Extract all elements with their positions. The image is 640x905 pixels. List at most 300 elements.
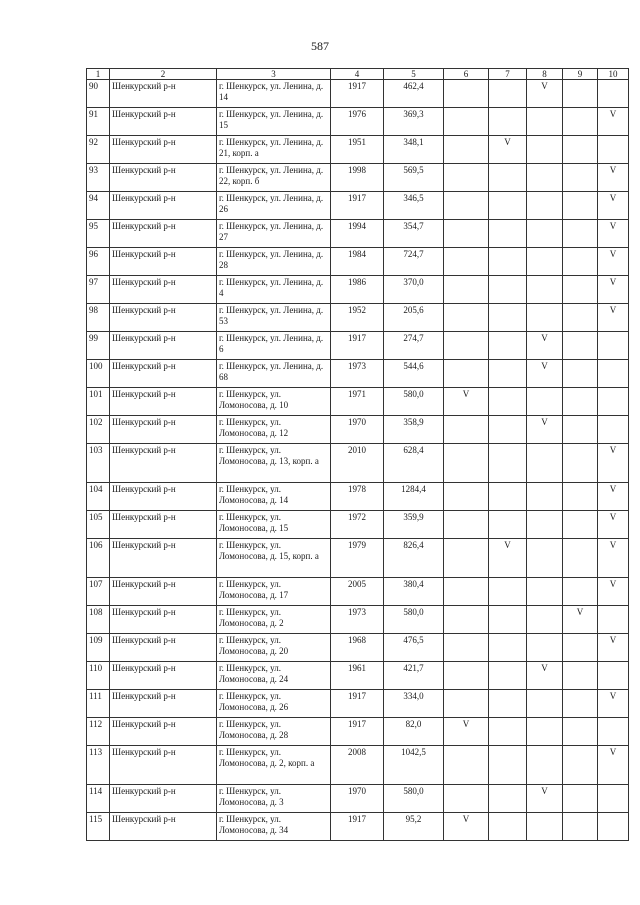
district-cell: Шенкурский р-н — [110, 276, 217, 304]
mark-cell-9 — [563, 108, 598, 136]
address-cell: г. Шенкурск, ул. Ленина, д. 68 — [217, 360, 331, 388]
mark-cell-9 — [563, 276, 598, 304]
table-body — [87, 80, 629, 841]
mark-cell-6 — [444, 746, 489, 785]
column-header: 5 — [384, 69, 444, 80]
district-cell: Шенкурский р-н — [110, 511, 217, 539]
mark-cell-8 — [527, 718, 563, 746]
row-number: 110 — [87, 662, 110, 690]
year-cell: 1968 — [331, 634, 384, 662]
mark-cell-8 — [527, 690, 563, 718]
mark-cell-9 — [563, 164, 598, 192]
address-cell: г. Шенкурск, ул. Ломоносова, д. 13, корп. а — [217, 444, 331, 483]
row-number: 112 — [87, 718, 110, 746]
mark-cell-8: V — [527, 360, 563, 388]
area-cell: 380,4 — [384, 578, 444, 606]
address-cell: г. Шенкурск, ул. Ленина, д. 21, корп. а — [217, 136, 331, 164]
mark-cell-8: V — [527, 332, 563, 360]
mark-cell-6 — [444, 634, 489, 662]
area-cell: 370,0 — [384, 276, 444, 304]
address-cell: г. Шенкурск, ул. Ленина, д. 22, корп. б — [217, 164, 331, 192]
mark-cell-8 — [527, 248, 563, 276]
mark-cell-9 — [563, 80, 598, 108]
area-cell: 95,2 — [384, 813, 444, 841]
column-header: 9 — [563, 69, 598, 80]
mark-cell-8: V — [527, 416, 563, 444]
mark-cell-10 — [598, 80, 629, 108]
table-row — [87, 248, 629, 276]
mark-cell-6 — [444, 136, 489, 164]
mark-cell-10 — [598, 718, 629, 746]
mark-cell-6 — [444, 444, 489, 483]
district-cell: Шенкурский р-н — [110, 634, 217, 662]
mark-cell-7 — [489, 388, 527, 416]
table-row — [87, 662, 629, 690]
mark-cell-6: V — [444, 718, 489, 746]
mark-cell-10: V — [598, 192, 629, 220]
mark-cell-8 — [527, 746, 563, 785]
column-header: 8 — [527, 69, 563, 80]
mark-cell-7 — [489, 360, 527, 388]
area-cell: 628,4 — [384, 444, 444, 483]
row-number: 109 — [87, 634, 110, 662]
row-number: 113 — [87, 746, 110, 785]
area-cell: 826,4 — [384, 539, 444, 578]
mark-cell-10 — [598, 136, 629, 164]
mark-cell-6 — [444, 785, 489, 813]
mark-cell-10: V — [598, 304, 629, 332]
year-cell: 1917 — [331, 690, 384, 718]
district-cell: Шенкурский р-н — [110, 483, 217, 511]
area-cell: 476,5 — [384, 634, 444, 662]
district-cell: Шенкурский р-н — [110, 248, 217, 276]
area-cell: 354,7 — [384, 220, 444, 248]
mark-cell-7 — [489, 332, 527, 360]
table-row — [87, 634, 629, 662]
mark-cell-6 — [444, 276, 489, 304]
table-row — [87, 388, 629, 416]
mark-cell-8 — [527, 108, 563, 136]
area-cell: 1284,4 — [384, 483, 444, 511]
area-cell: 348,1 — [384, 136, 444, 164]
mark-cell-9 — [563, 388, 598, 416]
row-number: 99 — [87, 332, 110, 360]
mark-cell-7 — [489, 511, 527, 539]
mark-cell-9 — [563, 690, 598, 718]
column-header: 10 — [598, 69, 629, 80]
mark-cell-6: V — [444, 813, 489, 841]
mark-cell-10 — [598, 813, 629, 841]
table-row — [87, 511, 629, 539]
mark-cell-10: V — [598, 108, 629, 136]
mark-cell-8 — [527, 136, 563, 164]
year-cell: 1917 — [331, 813, 384, 841]
area-cell: 421,7 — [384, 662, 444, 690]
mark-cell-10 — [598, 785, 629, 813]
address-cell: г. Шенкурск, ул. Ленина, д. 15 — [217, 108, 331, 136]
row-number: 108 — [87, 606, 110, 634]
district-cell: Шенкурский р-н — [110, 304, 217, 332]
mark-cell-8 — [527, 304, 563, 332]
row-number: 94 — [87, 192, 110, 220]
row-number: 98 — [87, 304, 110, 332]
area-cell: 569,5 — [384, 164, 444, 192]
year-cell: 1976 — [331, 108, 384, 136]
mark-cell-6 — [444, 108, 489, 136]
mark-cell-7 — [489, 813, 527, 841]
address-cell: г. Шенкурск, ул. Ленина, д. 14 — [217, 80, 331, 108]
row-number: 101 — [87, 388, 110, 416]
address-cell: г. Шенкурск, ул. Ломоносова, д. 10 — [217, 388, 331, 416]
mark-cell-9 — [563, 511, 598, 539]
year-cell: 1973 — [331, 360, 384, 388]
mark-cell-9 — [563, 746, 598, 785]
area-cell: 358,9 — [384, 416, 444, 444]
area-cell: 82,0 — [384, 718, 444, 746]
mark-cell-10: V — [598, 634, 629, 662]
mark-cell-10: V — [598, 276, 629, 304]
mark-cell-9 — [563, 136, 598, 164]
mark-cell-6 — [444, 416, 489, 444]
address-cell: г. Шенкурск, ул. Ленина, д. 53 — [217, 304, 331, 332]
address-cell: г. Шенкурск, ул. Ломоносова, д. 20 — [217, 634, 331, 662]
mark-cell-6 — [444, 511, 489, 539]
mark-cell-6 — [444, 606, 489, 634]
address-cell: г. Шенкурск, ул. Ленина, д. 26 — [217, 192, 331, 220]
address-cell: г. Шенкурск, ул. Ломоносова, д. 2 — [217, 606, 331, 634]
column-header: 2 — [110, 69, 217, 80]
table-row — [87, 332, 629, 360]
housing-registry-table — [86, 68, 629, 841]
mark-cell-10: V — [598, 511, 629, 539]
row-number: 115 — [87, 813, 110, 841]
mark-cell-7 — [489, 746, 527, 785]
address-cell: г. Шенкурск, ул. Ломоносова, д. 12 — [217, 416, 331, 444]
district-cell: Шенкурский р-н — [110, 192, 217, 220]
area-cell: 462,4 — [384, 80, 444, 108]
district-cell: Шенкурский р-н — [110, 416, 217, 444]
mark-cell-7 — [489, 276, 527, 304]
column-header: 6 — [444, 69, 489, 80]
table-row — [87, 192, 629, 220]
area-cell: 369,3 — [384, 108, 444, 136]
table-row — [87, 606, 629, 634]
table-row — [87, 444, 629, 483]
table-row — [87, 813, 629, 841]
mark-cell-7 — [489, 80, 527, 108]
table-row — [87, 483, 629, 511]
mark-cell-9 — [563, 192, 598, 220]
mark-cell-8 — [527, 444, 563, 483]
mark-cell-9 — [563, 785, 598, 813]
row-number: 96 — [87, 248, 110, 276]
table-row — [87, 416, 629, 444]
row-number: 91 — [87, 108, 110, 136]
row-number: 103 — [87, 444, 110, 483]
mark-cell-8 — [527, 539, 563, 578]
mark-cell-8 — [527, 164, 563, 192]
mark-cell-8 — [527, 276, 563, 304]
mark-cell-9 — [563, 416, 598, 444]
mark-cell-10: V — [598, 578, 629, 606]
mark-cell-7 — [489, 634, 527, 662]
mark-cell-7 — [489, 690, 527, 718]
year-cell: 1961 — [331, 662, 384, 690]
year-cell: 2008 — [331, 746, 384, 785]
year-cell: 1970 — [331, 785, 384, 813]
year-cell: 1994 — [331, 220, 384, 248]
district-cell: Шенкурский р-н — [110, 136, 217, 164]
address-cell: г. Шенкурск, ул. Ломоносова, д. 17 — [217, 578, 331, 606]
mark-cell-6 — [444, 80, 489, 108]
mark-cell-6 — [444, 192, 489, 220]
mark-cell-6 — [444, 539, 489, 578]
mark-cell-6 — [444, 332, 489, 360]
mark-cell-9 — [563, 662, 598, 690]
mark-cell-6 — [444, 360, 489, 388]
year-cell: 1917 — [331, 80, 384, 108]
row-number: 114 — [87, 785, 110, 813]
district-cell: Шенкурский р-н — [110, 718, 217, 746]
year-cell: 1998 — [331, 164, 384, 192]
mark-cell-6 — [444, 483, 489, 511]
mark-cell-10: V — [598, 164, 629, 192]
district-cell: Шенкурский р-н — [110, 360, 217, 388]
district-cell: Шенкурский р-н — [110, 746, 217, 785]
mark-cell-7 — [489, 248, 527, 276]
column-header: 1 — [87, 69, 110, 80]
table-row — [87, 276, 629, 304]
year-cell: 1973 — [331, 606, 384, 634]
mark-cell-9 — [563, 248, 598, 276]
row-number: 100 — [87, 360, 110, 388]
year-cell: 1972 — [331, 511, 384, 539]
mark-cell-10 — [598, 416, 629, 444]
mark-cell-7: V — [489, 539, 527, 578]
district-cell: Шенкурский р-н — [110, 444, 217, 483]
mark-cell-8: V — [527, 785, 563, 813]
district-cell: Шенкурский р-н — [110, 164, 217, 192]
area-cell: 334,0 — [384, 690, 444, 718]
mark-cell-7 — [489, 416, 527, 444]
district-cell: Шенкурский р-н — [110, 662, 217, 690]
mark-cell-6 — [444, 248, 489, 276]
mark-cell-9 — [563, 578, 598, 606]
mark-cell-7 — [489, 192, 527, 220]
mark-cell-8 — [527, 388, 563, 416]
year-cell: 1984 — [331, 248, 384, 276]
mark-cell-7 — [489, 444, 527, 483]
mark-cell-7 — [489, 662, 527, 690]
area-cell: 544,6 — [384, 360, 444, 388]
mark-cell-10: V — [598, 746, 629, 785]
address-cell: г. Шенкурск, ул. Ленина, д. 27 — [217, 220, 331, 248]
header-row — [87, 69, 629, 80]
mark-cell-9 — [563, 304, 598, 332]
mark-cell-7 — [489, 718, 527, 746]
address-cell: г. Шенкурск, ул. Ломоносова, д. 15 — [217, 511, 331, 539]
row-number: 95 — [87, 220, 110, 248]
column-header: 3 — [217, 69, 331, 80]
column-header: 4 — [331, 69, 384, 80]
mark-cell-8 — [527, 220, 563, 248]
row-number: 105 — [87, 511, 110, 539]
district-cell: Шенкурский р-н — [110, 108, 217, 136]
table-row — [87, 539, 629, 578]
row-number: 92 — [87, 136, 110, 164]
mark-cell-8 — [527, 483, 563, 511]
district-cell: Шенкурский р-н — [110, 332, 217, 360]
mark-cell-7 — [489, 578, 527, 606]
table-row — [87, 690, 629, 718]
mark-cell-8: V — [527, 80, 563, 108]
year-cell: 2005 — [331, 578, 384, 606]
row-number: 107 — [87, 578, 110, 606]
address-cell: г. Шенкурск, ул. Ломоносова, д. 34 — [217, 813, 331, 841]
table-row — [87, 304, 629, 332]
district-cell: Шенкурский р-н — [110, 785, 217, 813]
mark-cell-6 — [444, 690, 489, 718]
mark-cell-9 — [563, 539, 598, 578]
mark-cell-6 — [444, 304, 489, 332]
address-cell: г. Шенкурск, ул. Ломоносова, д. 15, корп. а — [217, 539, 331, 578]
mark-cell-10: V — [598, 483, 629, 511]
mark-cell-10 — [598, 360, 629, 388]
table-row — [87, 80, 629, 108]
mark-cell-7 — [489, 108, 527, 136]
mark-cell-10: V — [598, 539, 629, 578]
year-cell: 1951 — [331, 136, 384, 164]
mark-cell-6 — [444, 578, 489, 606]
mark-cell-8 — [527, 813, 563, 841]
mark-cell-9 — [563, 483, 598, 511]
mark-cell-8 — [527, 578, 563, 606]
address-cell: г. Шенкурск, ул. Ломоносова, д. 28 — [217, 718, 331, 746]
mark-cell-10: V — [598, 248, 629, 276]
address-cell: г. Шенкурск, ул. Ломоносова, д. 2, корп. а — [217, 746, 331, 785]
address-cell: г. Шенкурск, ул. Ленина, д. 6 — [217, 332, 331, 360]
mark-cell-9: V — [563, 606, 598, 634]
table-row — [87, 164, 629, 192]
area-cell: 580,0 — [384, 388, 444, 416]
mark-cell-8 — [527, 606, 563, 634]
address-cell: г. Шенкурск, ул. Ленина, д. 28 — [217, 248, 331, 276]
mark-cell-8: V — [527, 662, 563, 690]
mark-cell-7: V — [489, 136, 527, 164]
area-cell: 580,0 — [384, 606, 444, 634]
mark-cell-7 — [489, 606, 527, 634]
address-cell: г. Шенкурск, ул. Ломоносова, д. 26 — [217, 690, 331, 718]
area-cell: 205,6 — [384, 304, 444, 332]
address-cell: г. Шенкурск, ул. Ломоносова, д. 24 — [217, 662, 331, 690]
table-row — [87, 718, 629, 746]
year-cell: 1917 — [331, 718, 384, 746]
mark-cell-6: V — [444, 388, 489, 416]
area-cell: 1042,5 — [384, 746, 444, 785]
mark-cell-7 — [489, 483, 527, 511]
year-cell: 2010 — [331, 444, 384, 483]
district-cell: Шенкурский р-н — [110, 539, 217, 578]
year-cell: 1971 — [331, 388, 384, 416]
mark-cell-9 — [563, 360, 598, 388]
table-row — [87, 136, 629, 164]
row-number: 90 — [87, 80, 110, 108]
mark-cell-9 — [563, 332, 598, 360]
mark-cell-7 — [489, 164, 527, 192]
year-cell: 1952 — [331, 304, 384, 332]
mark-cell-10: V — [598, 444, 629, 483]
mark-cell-10 — [598, 388, 629, 416]
district-cell: Шенкурский р-н — [110, 690, 217, 718]
area-cell: 346,5 — [384, 192, 444, 220]
district-cell: Шенкурский р-н — [110, 388, 217, 416]
table-row — [87, 360, 629, 388]
mark-cell-6 — [444, 164, 489, 192]
mark-cell-8 — [527, 192, 563, 220]
address-cell: г. Шенкурск, ул. Ленина, д. 4 — [217, 276, 331, 304]
mark-cell-10 — [598, 332, 629, 360]
district-cell: Шенкурский р-н — [110, 80, 217, 108]
mark-cell-8 — [527, 511, 563, 539]
year-cell: 1917 — [331, 332, 384, 360]
table-row — [87, 785, 629, 813]
year-cell: 1979 — [331, 539, 384, 578]
mark-cell-9 — [563, 813, 598, 841]
address-cell: г. Шенкурск, ул. Ломоносова, д. 3 — [217, 785, 331, 813]
mark-cell-8 — [527, 634, 563, 662]
area-cell: 580,0 — [384, 785, 444, 813]
year-cell: 1978 — [331, 483, 384, 511]
page-number: 587 — [311, 39, 329, 53]
district-cell: Шенкурский р-н — [110, 220, 217, 248]
table-row — [87, 108, 629, 136]
mark-cell-7 — [489, 304, 527, 332]
year-cell: 1917 — [331, 192, 384, 220]
row-number: 102 — [87, 416, 110, 444]
mark-cell-10 — [598, 606, 629, 634]
row-number: 106 — [87, 539, 110, 578]
mark-cell-9 — [563, 634, 598, 662]
mark-cell-7 — [489, 220, 527, 248]
district-cell: Шенкурский р-н — [110, 578, 217, 606]
area-cell: 274,7 — [384, 332, 444, 360]
mark-cell-9 — [563, 220, 598, 248]
district-cell: Шенкурский р-н — [110, 606, 217, 634]
mark-cell-9 — [563, 444, 598, 483]
area-cell: 359,9 — [384, 511, 444, 539]
row-number: 104 — [87, 483, 110, 511]
table-row — [87, 746, 629, 785]
row-number: 93 — [87, 164, 110, 192]
mark-cell-9 — [563, 718, 598, 746]
district-cell: Шенкурский р-н — [110, 813, 217, 841]
mark-cell-6 — [444, 662, 489, 690]
table-row — [87, 578, 629, 606]
mark-cell-6 — [444, 220, 489, 248]
mark-cell-10: V — [598, 690, 629, 718]
mark-cell-10 — [598, 662, 629, 690]
mark-cell-10: V — [598, 220, 629, 248]
row-number: 111 — [87, 690, 110, 718]
year-cell: 1986 — [331, 276, 384, 304]
mark-cell-7 — [489, 785, 527, 813]
table-row — [87, 220, 629, 248]
area-cell: 724,7 — [384, 248, 444, 276]
year-cell: 1970 — [331, 416, 384, 444]
row-number: 97 — [87, 276, 110, 304]
address-cell: г. Шенкурск, ул. Ломоносова, д. 14 — [217, 483, 331, 511]
column-header: 7 — [489, 69, 527, 80]
